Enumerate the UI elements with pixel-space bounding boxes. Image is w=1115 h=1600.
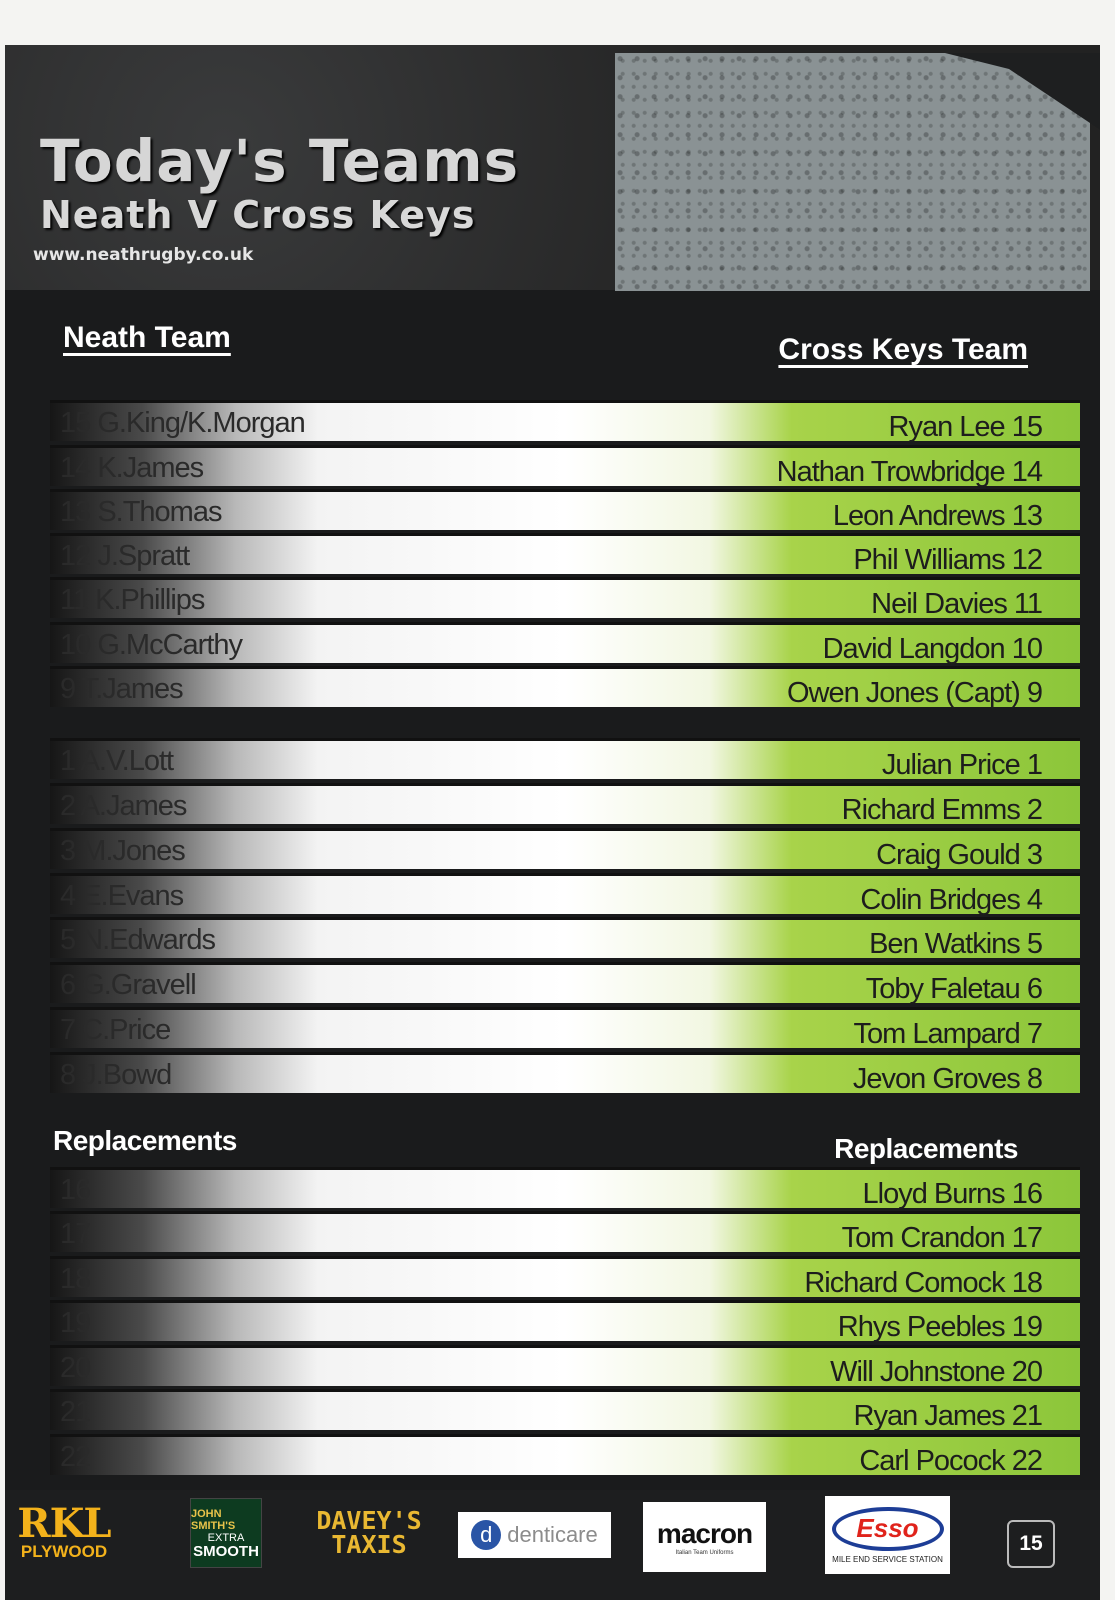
lineup-row [50, 1434, 1080, 1475]
davey-logo-text: DAVEY'S [316, 1506, 422, 1535]
cross-keys-player: Ben Watkins 5 [869, 928, 1042, 960]
lineup-row [50, 577, 1080, 618]
cross-keys-player: Ryan James 21 [853, 1400, 1042, 1432]
cross-keys-player: Owen Jones (Capt) 9 [786, 677, 1042, 709]
rkl-logo-subtext: PLYWOOD [20, 1542, 108, 1561]
lineup-row [50, 1389, 1080, 1430]
rkl-logo-text: RKL [17, 1500, 111, 1547]
cross-keys-player: Will Johnstone 20 [830, 1356, 1042, 1388]
neath-player: 20 [60, 1352, 91, 1384]
neath-player: 12 J.Spratt [60, 540, 190, 572]
rkl-plywood-logo [10, 1498, 118, 1568]
neath-player: 7 C.Price [60, 1014, 171, 1046]
cross-keys-player: Lloyd Burns 16 [862, 1178, 1042, 1210]
neath-player: 13 S.Thomas [60, 496, 222, 528]
lineup-row [50, 1345, 1080, 1386]
neath-player: 8 J.Bowd [60, 1059, 172, 1091]
davey-logo-subtext: TAXIS [331, 1530, 407, 1559]
neath-player: 11 K.Phillips [60, 584, 205, 616]
smiths-logo-extra: EXTRA [207, 1531, 245, 1544]
neath-player: 3 M.Jones [60, 835, 185, 867]
lineup-row [50, 1300, 1080, 1341]
neath-player: 5 N.Edwards [60, 924, 216, 956]
neath-player: 14 K.James [60, 452, 204, 484]
neath-player: 9 T.James [60, 673, 183, 705]
esso-logo-tagline: MILE END SERVICE STATION [832, 1554, 943, 1564]
neath-player: 15 G.King/K.Morgan [60, 407, 305, 439]
cross-keys-team-heading: Cross Keys Team [778, 333, 1028, 366]
neath-player: 19 [60, 1307, 91, 1339]
lineup-row [50, 533, 1080, 574]
neath-player: 1 A.V.Lott [60, 745, 174, 777]
lineup-row [50, 445, 1080, 486]
neath-player: 6 G.Gravell [60, 969, 196, 1001]
lineup-row [50, 400, 1080, 441]
lineup-row [50, 622, 1080, 663]
neath-player: 2 A.James [60, 790, 187, 822]
cross-keys-player: Richard Emms 2 [841, 794, 1042, 826]
programme-page [5, 45, 1100, 1600]
header-banner [5, 45, 1100, 290]
lineup-row [50, 962, 1080, 1003]
neath-player: 18 [60, 1263, 91, 1295]
neath-replacements-heading: Replacements [53, 1125, 237, 1156]
cross-keys-player: Rhys Peebles 19 [837, 1311, 1042, 1343]
esso-logo-text: Esso [832, 1507, 944, 1551]
cross-keys-player: Richard Comock 18 [804, 1267, 1042, 1299]
cross-keys-player: David Langdon 10 [822, 633, 1042, 665]
cross-keys-player: Carl Pocock 22 [859, 1445, 1042, 1477]
smiths-logo-smooth: SMOOTH [193, 1542, 259, 1560]
neath-player: 21 [60, 1396, 91, 1428]
maltese-cross-graphic [615, 53, 1090, 291]
neath-team-heading: Neath Team [63, 321, 231, 354]
cross-keys-player: Ryan Lee 15 [888, 411, 1042, 443]
sponsor-strip [5, 1490, 1100, 1600]
lineup-row [50, 738, 1080, 779]
lineup-row [50, 1007, 1080, 1048]
lineup-row [50, 917, 1080, 958]
cross-keys-replacements-heading: Replacements [834, 1133, 1018, 1164]
lineup-row [50, 873, 1080, 914]
macron-logo-text: macron [656, 1518, 753, 1549]
john-smiths-logo [190, 1498, 262, 1568]
neath-player: 22 [60, 1441, 91, 1473]
macron-logo [643, 1502, 766, 1572]
cross-keys-player: Neil Davies 11 [871, 588, 1042, 620]
lineup-row [50, 666, 1080, 707]
cross-keys-player: Tom Lampard 7 [853, 1018, 1042, 1050]
lineup-row [50, 1052, 1080, 1093]
denticare-mark-icon: d [471, 1520, 501, 1550]
denticare-logo-text: denticare [507, 1522, 598, 1547]
cross-keys-player: Tom Crandon 17 [841, 1222, 1042, 1254]
neath-player: 17 [60, 1218, 91, 1250]
daveys-taxis-logo [316, 1498, 422, 1568]
lineup-row [50, 1211, 1080, 1252]
website-url: www.neathrugby.co.uk [33, 245, 254, 265]
lineup-row [50, 783, 1080, 824]
cross-keys-player: Craig Gould 3 [876, 839, 1042, 871]
neath-player: 16 [60, 1174, 91, 1206]
cross-keys-player: Colin Bridges 4 [860, 884, 1042, 916]
match-subtitle: Neath V Cross Keys [40, 193, 476, 237]
lineup-row [50, 1256, 1080, 1297]
cross-keys-player: Nathan Trowbridge 14 [776, 456, 1042, 488]
lineup-row [50, 1167, 1080, 1208]
neath-player: 4 E.Evans [60, 880, 184, 912]
smiths-logo-text: JOHN SMITH'S [191, 1507, 236, 1532]
page-title: Today's Teams [40, 127, 520, 195]
cross-keys-player: Julian Price 1 [881, 749, 1042, 781]
cross-keys-player: Leon Andrews 13 [832, 500, 1042, 532]
page-number-badge: 15 [1007, 1520, 1055, 1568]
denticare-logo [458, 1512, 611, 1558]
cross-keys-player: Phil Williams 12 [853, 544, 1042, 576]
cross-keys-player: Toby Faletau 6 [865, 973, 1042, 1005]
cross-keys-player: Jevon Groves 8 [852, 1063, 1042, 1095]
neath-player: 10 G.McCarthy [60, 629, 242, 661]
lineup-row [50, 828, 1080, 869]
macron-logo-tagline: Italian Team Uniforms [675, 1550, 734, 1556]
lineup-row [50, 489, 1080, 530]
esso-logo [825, 1496, 950, 1574]
